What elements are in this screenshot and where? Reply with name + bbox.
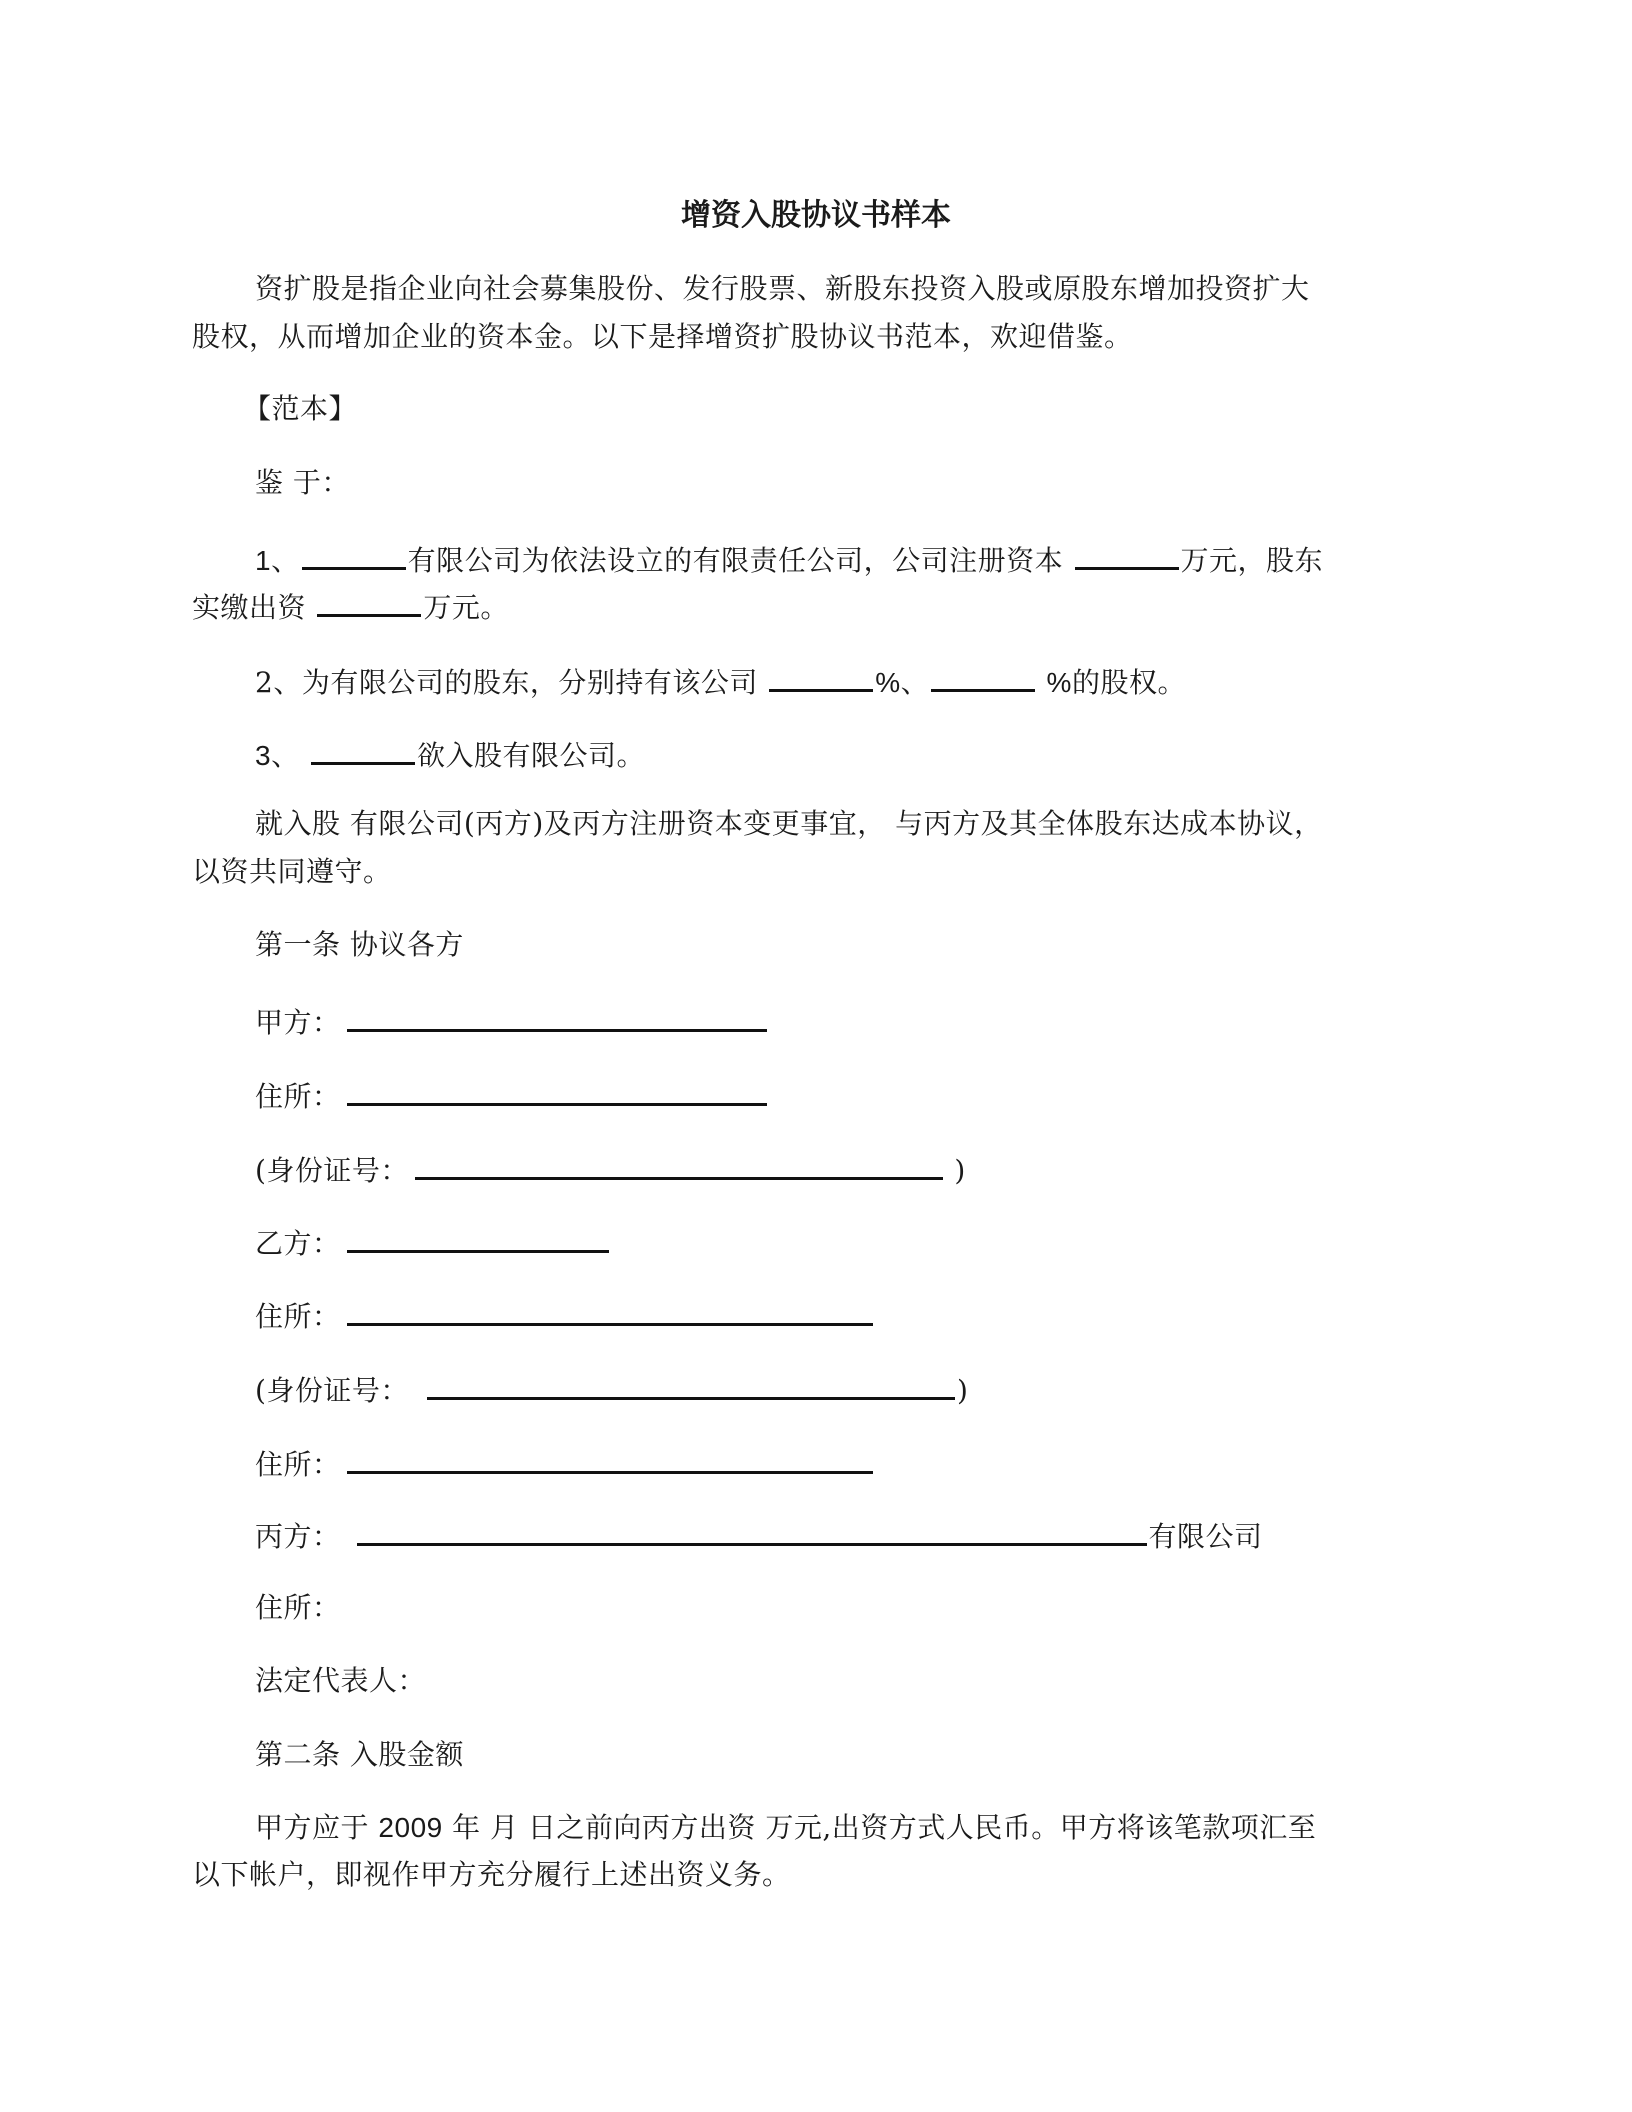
clause-3 [255, 732, 645, 776]
party-b-address2-blank[interactable] [347, 1441, 873, 1474]
party-b-id-row [255, 1367, 968, 1411]
clause-1-line-2 [192, 584, 509, 628]
party-c-label: 丙方： [255, 1520, 341, 1553]
article-1-heading: 第一条 协议各方 [255, 928, 464, 961]
company-name-blank[interactable] [302, 537, 406, 570]
party-b-blank[interactable] [347, 1220, 609, 1253]
legal-rep-label: 法定代表人： [255, 1664, 427, 1697]
document-title: 增资入股协议书样本 [681, 198, 951, 233]
party-a-address-label: 住所： [255, 1080, 341, 1113]
party-b-address-blank[interactable] [347, 1293, 873, 1326]
investor-blank[interactable] [311, 732, 415, 765]
party-b-id-blank[interactable] [427, 1367, 955, 1400]
party-a-address-row [255, 1073, 769, 1117]
article-2-line-2: 以下帐户，即视作甲方充分履行上述出资义务。 [192, 1858, 791, 1891]
purpose-line-1: 就入股 有限公司(丙方)及丙方注册资本变更事宜， 与丙方及其全体股东达成本协议， [255, 807, 1323, 840]
pct-2-suffix: %的股权。 [1046, 667, 1186, 698]
party-c-address-label: 住所： [255, 1591, 341, 1624]
clause-1-text-a: 有限公司为依法设立的有限责任公司，公司注册资本 [407, 544, 1064, 577]
party-a-address-blank[interactable] [347, 1073, 767, 1106]
party-a-label: 甲方： [255, 1006, 341, 1039]
party-b-address2-label: 住所： [255, 1448, 341, 1481]
party-a-blank[interactable] [347, 999, 767, 1032]
article-2-year: 2009 [378, 1812, 443, 1843]
party-b-address2-row [255, 1441, 875, 1485]
article-2-heading: 第二条 入股金额 [255, 1738, 464, 1771]
party-c-blank[interactable] [357, 1513, 1147, 1546]
party-a-id-row [255, 1147, 966, 1191]
clause-1-line-1 [255, 537, 1323, 581]
clause-3-text: 欲入股有限公司。 [416, 739, 645, 772]
article-2-text-a: 甲方应于 [255, 1811, 370, 1844]
registered-capital-blank[interactable] [1075, 537, 1179, 570]
intro-line-1: 资扩股是指企业向社会募集股份、发行股票、新股东投资入股或原股东增加投资扩大 [255, 272, 1310, 305]
party-b-address-label: 住所： [255, 1300, 341, 1333]
clause-3-prefix: 3、 [255, 740, 300, 771]
article-2-line-1 [255, 1808, 1316, 1848]
party-a-id-close: ) [954, 1154, 966, 1187]
party-b-id-label: (身份证号： [255, 1374, 409, 1407]
article-2-text-b: 年 月 日之前向丙方出资 万元,出资方式人民币。甲方将该笔款项汇至 [452, 1811, 1317, 1844]
paid-in-suffix: 万元。 [423, 591, 509, 624]
clause-1-prefix: 1、 [255, 545, 300, 576]
clause-2 [255, 659, 1186, 703]
share-pct-1-blank[interactable] [769, 659, 873, 692]
paid-in-label: 实缴出资 [192, 591, 307, 624]
intro-line-2: 股权，从而增加企业的资本金。以下是择增资扩股协议书范本，欢迎借鉴。 [192, 320, 1133, 353]
party-c-suffix: 有限公司 [1148, 1520, 1263, 1553]
party-a-row [255, 999, 769, 1043]
clause-2-text: 2、为有限公司的股东，分别持有该公司 [255, 666, 758, 699]
party-b-label: 乙方： [255, 1227, 341, 1260]
whereas-label: 鉴 于： [255, 466, 350, 499]
pct-1-suffix: %、 [875, 667, 930, 698]
party-b-row [255, 1220, 611, 1264]
party-c-row [255, 1513, 1263, 1557]
party-b-address-row [255, 1293, 875, 1337]
clause-1-text-b: 万元，股东 [1180, 544, 1324, 577]
party-b-id-close: ) [956, 1374, 969, 1407]
party-a-id-label: (身份证号： [255, 1154, 409, 1187]
party-a-id-blank[interactable] [415, 1147, 943, 1180]
share-pct-2-blank[interactable] [931, 659, 1035, 692]
paid-in-capital-blank[interactable] [317, 584, 421, 617]
sample-label: 【范本】 [243, 392, 358, 425]
purpose-line-2: 以资共同遵守。 [192, 855, 392, 888]
